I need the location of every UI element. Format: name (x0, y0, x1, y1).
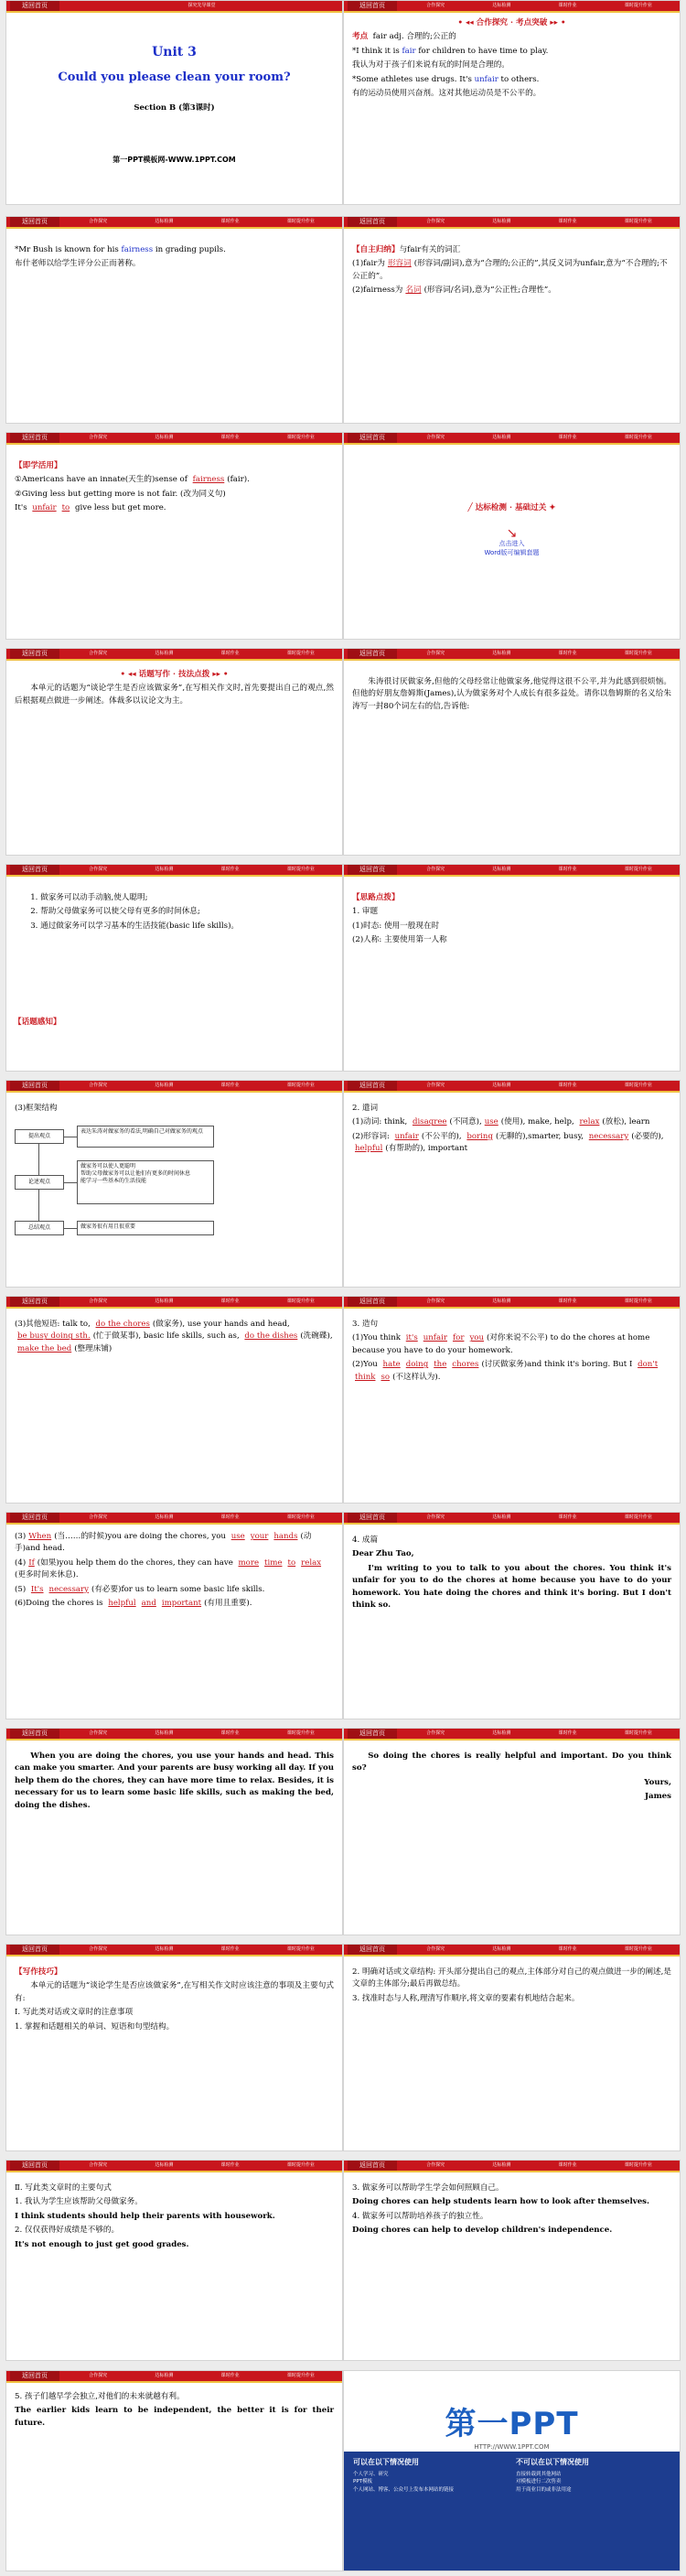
tab-explore[interactable]: 合作探究 (426, 867, 445, 872)
slide-content (352, 892, 671, 949)
tab-extra[interactable]: 课时提升作业 (286, 2162, 315, 2168)
tab-test[interactable]: 达标检测 (155, 2373, 174, 2378)
phrases-line: (3)其他短语: talk to, do the chores (做家务), use your hands and head, be busy doing sth. (忙于做某事), basic life skills, such as, do the dishes (洗碗碟), make the bed (整理床铺) (15, 1320, 333, 1353)
skills-intro: 本单元的话题为“谈论学生是否应该做家务”,在写相关作文时应该注意的事项及主要句式有: (15, 1981, 334, 2003)
tab-explore[interactable]: 合作探究 (89, 1299, 108, 1304)
allowed-column (353, 2457, 509, 2494)
tab-homework[interactable]: 课时作业 (220, 2373, 240, 2378)
arrow-icon: ↘ (506, 526, 518, 542)
nav-tabs (402, 2161, 676, 2171)
slide-5 (5, 432, 343, 640)
slide-content (352, 2183, 671, 2239)
top-nav-bar (6, 2371, 342, 2383)
framework-heading: (3)框架结构 (15, 1104, 58, 1113)
top-nav-bar (6, 1729, 342, 1741)
tab-explore[interactable]: 合作探究 (426, 2162, 445, 2168)
summary-line-1: (1)fair为 形容词 (形容词/副词),意为“合理的;公正的”,其反义词为unfair,意为“不合理的;不公正的”。 (352, 259, 668, 281)
home-button[interactable]: 返回首页 (10, 2161, 59, 2171)
forbidden-heading: 不可以在以下情况使用 (516, 2458, 589, 2466)
skills-point-3: 3. 找准时态与人称,理清写作顺序,将文章的要素有机地结合起来。 (352, 1993, 580, 2003)
tab-homework[interactable]: 课时作业 (558, 219, 577, 224)
slide-6 (343, 432, 681, 640)
letter-signature: James (644, 1792, 671, 1802)
forbidden-item: 对模板进行二次售卖 (516, 2479, 562, 2485)
slide-10 (343, 864, 681, 1072)
section-header: ╱ 达标检测 · 基础过关 ✦ (467, 503, 556, 512)
tab-extra[interactable]: 课时提升作业 (286, 651, 315, 656)
slide-content (352, 1751, 671, 1805)
home-button[interactable]: 返回首页 (348, 1297, 397, 1307)
slide-23 (5, 2370, 343, 2571)
tab-homework[interactable]: 课时作业 (220, 867, 240, 872)
tab-explore[interactable]: 合作探究 (89, 2162, 108, 2168)
tab-extra[interactable]: 课时提升作业 (286, 1083, 315, 1088)
slide-content (352, 1103, 671, 1158)
nav-tabs (65, 1513, 338, 1523)
slide-15 (5, 1512, 343, 1719)
reading-heading: 【思路点拨】 (352, 893, 400, 902)
tab-test[interactable]: 达标检测 (155, 219, 174, 224)
tab-explore[interactable]: 合作探究 (426, 1730, 445, 1736)
letter-closing: Yours, (644, 1777, 671, 1787)
practice-2: ②Giving less but getting more is not fair. (改为同义句) (15, 489, 226, 499)
nav-tabs (402, 1081, 676, 1091)
tab-extra[interactable]: 课时提升作业 (624, 867, 652, 872)
slide-content (15, 1103, 334, 1116)
tab-explore[interactable]: 合作探究 (426, 3, 445, 8)
word-link[interactable]: ↘ 点击进入 Word版可编辑套题 (352, 527, 671, 558)
tab-explore[interactable]: 合作探究 (426, 219, 445, 224)
step-1-person: (2)人称: 主要使用第一人称 (352, 935, 447, 945)
step-1-tense: (1)时态: 使用一般现在时 (352, 921, 440, 931)
tab-extra[interactable]: 课时提升作业 (286, 867, 315, 872)
tab-test[interactable]: 达标检测 (155, 1083, 174, 1088)
summary-line-2: (2)fairness为 名词 (形容词/名词),意为“公正性;合理性”。 (352, 286, 556, 296)
top-nav-bar (6, 649, 342, 661)
usage-band (344, 2452, 680, 2571)
connector (64, 1182, 77, 1183)
pattern-5-en: The earlier kids learn to be independent, the better it is for their future. (15, 2406, 334, 2428)
top-nav-bar (6, 1297, 342, 1309)
nav-tabs (402, 1513, 676, 1523)
tab-test[interactable]: 达标检测 (492, 1514, 511, 1520)
slide-content (352, 676, 671, 715)
summary-heading: 【自主归纳】与fair有关的词汇 (352, 245, 461, 254)
nav-tabs (65, 217, 338, 227)
top-nav-bar (344, 1729, 680, 1741)
tab-homework[interactable]: 课时作业 (558, 1083, 577, 1088)
slide-9 (5, 864, 343, 1072)
slide-content (352, 1967, 671, 2007)
step-4: 4. 成篇 (352, 1536, 379, 1545)
tab-homework[interactable]: 课时作业 (220, 2162, 240, 2168)
home-button[interactable]: 返回首页 (10, 217, 59, 227)
task-paragraph: 朱涛很讨厌做家务,但他的父母经常让他做家务,他觉得这很不公平,并为此感到很烦恼。但他的好朋友詹姆斯(James),认为做家务对个人成长有很多益处。请你以詹姆斯的名义给朱涛写一封80个词左右的信,告诉他: (352, 677, 671, 711)
top-nav-bar (344, 2161, 680, 2172)
top-nav-bar (344, 1513, 680, 1525)
tab-extra[interactable]: 课时提升作业 (624, 219, 652, 224)
pattern-2-cn: 2. 仅仅获得好成绩是不够的。 (15, 2226, 120, 2236)
top-nav-bar (6, 1513, 342, 1525)
tab-homework[interactable]: 课时作业 (558, 1299, 577, 1304)
tab-homework[interactable]: 课时作业 (220, 651, 240, 656)
home-button[interactable]: 返回首页 (10, 2371, 59, 2381)
top-nav-bar (6, 1945, 342, 1956)
nav-tabs (402, 1945, 676, 1955)
unit-title: Unit 3 (152, 45, 197, 59)
nav-tabs (402, 1729, 676, 1739)
pattern-3-cn: 3. 做家务可以帮助学生学会如何照顾自己。 (352, 2183, 504, 2193)
lesson-title: Could you please clean your room? (58, 70, 291, 84)
example-2: *Some athletes use drugs. It's unfair to others. (352, 74, 540, 84)
sentence-2: (2)You hate doing the chores (讨厌做家务)and think it's boring. But I don'tthink so (不这样认为). (352, 1360, 659, 1382)
example-1: *I think it is fair for children to have time to play. (352, 46, 549, 56)
tab-test[interactable]: 达标检测 (155, 867, 174, 872)
slide-content (15, 2183, 334, 2253)
example-3: *Mr Bush is known for his fairness in grading pupils. (15, 245, 226, 254)
tab-homework[interactable]: 课时作业 (558, 2162, 577, 2168)
slide-3 (5, 216, 343, 424)
nav-tabs (402, 865, 676, 875)
slide-content (15, 1967, 334, 2035)
tab-test[interactable]: 达标检测 (155, 435, 174, 440)
nav-tabs (65, 1297, 338, 1307)
top-nav-bar (344, 649, 680, 661)
top-nav-bar (6, 217, 342, 229)
letter-body-3: So doing the chores is really helpful and important. Do you think so? (352, 1751, 671, 1773)
tab-test[interactable]: 达标检测 (492, 1946, 511, 1952)
home-button[interactable]: 返回首页 (348, 2161, 397, 2171)
pattern-2-en: It's not enough to just get good grades. (15, 2239, 189, 2249)
step-1: 1. 审题 (352, 907, 379, 917)
tab-homework[interactable]: 课时作业 (220, 219, 240, 224)
tab-extra[interactable]: 课时提升作业 (624, 1730, 652, 1736)
pattern-1-en: I think students should help their parents with housework. (15, 2211, 275, 2221)
step-state-view: 提出观点 (15, 1129, 64, 1144)
letter-greeting: Dear Zhu Tao, (352, 1549, 414, 1559)
home-button[interactable]: 返回首页 (348, 433, 397, 443)
home-button[interactable]: 返回首页 (10, 1, 59, 11)
connector (38, 1190, 39, 1221)
forbidden-item: 用于商业目的或非法用途 (516, 2486, 572, 2493)
practice-heading: 【即学活用】 (15, 461, 62, 470)
slide-24 (343, 2370, 681, 2571)
tab-test[interactable]: 达标检测 (492, 651, 511, 656)
tab-explore[interactable]: 合作探究 (89, 2373, 108, 2378)
topic-perception-heading: 【话题感知】 (14, 1018, 61, 1027)
slide-content (15, 1531, 334, 1611)
tab-explore[interactable]: 合作探究 (89, 651, 108, 656)
tab-test[interactable]: 达标检测 (155, 1299, 174, 1304)
nav-tabs (65, 2161, 338, 2171)
tab-homework[interactable]: 课时作业 (558, 1946, 577, 1952)
slide-content (352, 1319, 671, 1385)
nav-tabs (65, 1945, 338, 1955)
tab-homework[interactable]: 课时作业 (220, 1083, 240, 1088)
tab-explore[interactable]: 合作探究 (89, 219, 108, 224)
slide-content (15, 244, 334, 273)
tab-test[interactable]: 达标检测 (492, 219, 511, 224)
example-2-cn: 有的运动员使用兴奋剂。这对其他运动员是不公平的。 (352, 89, 541, 99)
home-button[interactable]: 返回首页 (10, 1729, 59, 1739)
slide-8 (343, 648, 681, 856)
tab-homework[interactable]: 课时作业 (220, 1514, 240, 1520)
tab-explore[interactable]: 合作探究 (426, 1946, 445, 1952)
slide-16 (343, 1512, 681, 1719)
top-nav-bar (6, 433, 342, 445)
tab-test[interactable]: 达标检测 (155, 2162, 174, 2168)
tab-homework[interactable]: 课时作业 (558, 1514, 577, 1520)
forbidden-column (516, 2457, 671, 2494)
tab-homework[interactable]: 课时作业 (558, 435, 577, 440)
tab-extra[interactable]: 课时提升作业 (624, 1299, 652, 1304)
nav-tabs (65, 649, 338, 659)
tab-test[interactable]: 达标检测 (492, 867, 511, 872)
sentence-1: (1)You think it's unfair for you (对你来说不公平) to do the chores at home because you have to do your homework. (352, 1333, 650, 1355)
tab-explore[interactable]: 合作探究 (89, 1730, 108, 1736)
skills-heading: 【写作技巧】 (15, 1967, 62, 1977)
slide-12 (343, 1080, 681, 1288)
tab-extra[interactable]: 课时提升作业 (286, 2373, 315, 2378)
pattern-5-cn: 5. 孩子们越早学会独立,对他们的未来就越有利。 (15, 2392, 185, 2401)
tab-explore[interactable]: 合作探究 (426, 1514, 445, 1520)
slide-4 (343, 216, 681, 424)
slide-content (15, 1319, 334, 1357)
slide-content (15, 460, 334, 517)
connector (38, 1144, 39, 1175)
nav-tabs (65, 2371, 338, 2381)
slide-7 (5, 648, 343, 856)
slide-content (15, 2391, 334, 2431)
section-header: • ◂◂ 合作探究 · 考点突破 ▸▸ • (457, 18, 566, 27)
tab-extra[interactable]: 课时提升作业 (624, 1946, 652, 1952)
top-nav-bar (6, 865, 342, 877)
top-nav-bar (6, 2161, 342, 2172)
home-button[interactable]: 返回首页 (10, 1945, 59, 1955)
slide-17 (5, 1728, 343, 1935)
nav-tabs (65, 1081, 338, 1091)
nav-tabs (402, 217, 676, 227)
nav-tabs (402, 433, 676, 443)
slide-13 (5, 1296, 343, 1504)
slide-18 (343, 1728, 681, 1935)
tab-extra[interactable]: 课时提升作业 (286, 1946, 315, 1952)
tab-explore[interactable]: 合作探究 (426, 1299, 445, 1304)
intro-paragraph: 本单元的话题为“谈论学生是否应该做家务”,在写相关作文时,首先要提出自己的观点,然后根据观点做进一步阐述。体裁多以议论文为主。 (15, 684, 334, 706)
home-button[interactable]: 返回首页 (10, 865, 59, 875)
tab-test[interactable]: 达标检测 (492, 1730, 511, 1736)
step-3: 3. 造句 (352, 1320, 379, 1329)
tab-extra[interactable]: 课时提升作业 (624, 1514, 652, 1520)
tab-explore[interactable]: 合作探究 (89, 1083, 108, 1088)
nav-tabs (65, 1, 338, 11)
tab-extra[interactable]: 课时提升作业 (286, 219, 315, 224)
home-button[interactable]: 返回首页 (348, 649, 397, 659)
tab-explore[interactable]: 合作探究 (89, 867, 108, 872)
home-button[interactable]: 返回首页 (348, 1945, 397, 1955)
slide-content (15, 892, 334, 934)
home-button[interactable]: 返回首页 (10, 433, 59, 443)
nav-tabs (402, 649, 676, 659)
slide-content (15, 1751, 334, 1814)
step-conclude-view: 总结观点 (15, 1221, 64, 1235)
nav-tabs (402, 1, 676, 11)
slide-content (352, 17, 671, 102)
slide-14 (343, 1296, 681, 1504)
allowed-heading: 可以在以下情况使用 (353, 2458, 419, 2466)
step-2: 2. 遣词 (352, 1104, 379, 1113)
tab-test[interactable]: 达标检测 (155, 1946, 174, 1952)
home-button[interactable]: 返回首页 (348, 1513, 397, 1523)
top-nav-bar (6, 1, 342, 13)
tab-test[interactable]: 达标检测 (492, 2162, 511, 2168)
top-nav-bar (344, 433, 680, 445)
section-title: Section B (第3课时) (134, 103, 215, 113)
top-nav-bar (344, 217, 680, 229)
tab-homework[interactable]: 课时作业 (220, 435, 240, 440)
pattern-4-cn: 4. 做家务可以帮助培养孩子的独立性。 (352, 2211, 488, 2221)
home-button[interactable]: 返回首页 (348, 217, 397, 227)
tab-explore[interactable]: 合作探究 (89, 1946, 108, 1952)
tab-test[interactable]: 达标检测 (492, 3, 511, 8)
home-button[interactable]: 返回首页 (348, 1, 397, 11)
tab-explore[interactable]: 合作探究 (89, 435, 108, 440)
framework-diagram (15, 1122, 326, 1255)
tab-extra[interactable]: 课时提升作业 (624, 1083, 652, 1088)
skills-point-1: 1. 掌握和话题相关的单词、短语和句型结构。 (15, 2021, 175, 2032)
slide-22 (343, 2160, 681, 2361)
tab-extra[interactable]: 课时提升作业 (624, 3, 652, 8)
tab-test[interactable]: 达标检测 (155, 1730, 174, 1736)
practice-1: ①Americans have an innate(天生的)sense of fairness (fair). (15, 475, 250, 485)
allowed-item: 个人学习、研究 (353, 2472, 389, 2477)
slide-content (352, 244, 671, 299)
tab-test[interactable]: 达标检测 (492, 435, 511, 440)
tab-homework[interactable]: 课时作业 (558, 3, 577, 8)
nav-tabs (65, 433, 338, 443)
connector (64, 1228, 77, 1229)
forbidden-item: 直接转载到其他网站 (516, 2472, 562, 2477)
adjectives-line: (2)形容词: unfair (不公平的), boring (无聊的),smarter, busy, necessary (必要的), helpful (有帮助的), important (352, 1131, 664, 1154)
top-nav-bar (344, 1297, 680, 1309)
letter-body-1: I'm writing to you to talk to you about the chores. You think it's unfair for you to do the chores at home because you have to do your homework. You hate doing the chores and think it's boring. But I don't think so. (352, 1563, 671, 1611)
tab-homework[interactable]: 课时作业 (220, 1946, 240, 1952)
top-nav-bar (344, 1945, 680, 1956)
detail-view: 表达朱涛对做家务的看法,明确自己对做家务的观点 (77, 1126, 214, 1148)
tab-extra[interactable]: 课时提升作业 (286, 1730, 315, 1736)
slide-19 (5, 1944, 343, 2151)
tab-homework[interactable]: 课时作业 (558, 867, 577, 872)
home-button[interactable]: 返回首页 (10, 1513, 59, 1523)
nav-tabs (65, 865, 338, 875)
slide-content (352, 1535, 671, 1613)
step-argue-view: 论述观点 (15, 1175, 64, 1190)
sentence-4: (4) If (如果)you help them do the chores, they can have more time to relax(更多时间来休息). (15, 1557, 322, 1580)
allowed-item: 个人网站、博客、公众号上发布本网站的链接 (353, 2486, 455, 2493)
example-1-cn: 我认为对于孩子们来说有玩的时间是合理的。 (352, 60, 509, 70)
nav-tabs (65, 1729, 338, 1739)
tab-explore[interactable]: 合作探究 (89, 1514, 108, 1520)
detail-argue: 做家务可以使人更聪明 帮助父母做家务可以让他们有更多的时间休息 能学习一些基本的生活技能 (77, 1160, 214, 1204)
pattern-4-en: Doing chores can help to develop children's independence. (352, 2226, 613, 2236)
site-watermark: 第一PPT模板网-WWW.1PPT.COM (113, 156, 236, 164)
tab-homework[interactable]: 课时作业 (558, 651, 577, 656)
home-button[interactable]: 返回首页 (348, 865, 397, 875)
slide-content (352, 502, 671, 558)
pattern-3-en: Doing chores can help students learn how to look after themselves. (352, 2197, 650, 2207)
top-nav-bar (344, 1, 680, 13)
top-nav-bar (6, 1081, 342, 1093)
tab-test[interactable]: 达标检测 (155, 651, 174, 656)
sentence-5: (5) It's necessary (有必要)for us to learn some basic life skills. (15, 1584, 265, 1594)
brand-url[interactable]: HTTP://WWW.1PPT.COM (474, 2443, 550, 2451)
top-nav-bar (344, 1081, 680, 1093)
skills-section-1: Ⅰ. 写此类对话或文章时的注意事项 (15, 2008, 134, 2018)
brand-logo: 第一PPT (445, 2406, 579, 2442)
section-header: • ◂◂ 话题写作 · 技法点拨 ▸▸ • (120, 670, 229, 679)
practice-2-answer: It's unfair to give less but get more. (15, 503, 166, 513)
tab-test[interactable]: 达标检测 (492, 1083, 511, 1088)
tab-homework[interactable]: 课时作业 (220, 1299, 240, 1304)
verbs-line: (1)动词: think, disagree (不同意), use (使用), make, help, relax (放松), learn (352, 1117, 650, 1127)
tab-homework[interactable]: 课时作业 (220, 1730, 240, 1736)
slide-content (15, 669, 334, 709)
slide-20 (343, 1944, 681, 2151)
sentence-6: (6)Doing the chores is helpful and important (有用且重要). (15, 1599, 252, 1609)
slide-21 (5, 2160, 343, 2361)
skills-point-2: 2. 明确对话或文章结构: 开头部分提出自己的观点,主体部分对自己的观点做进一步的阐述,是文章的主体部分;最后再做总结。 (352, 1967, 671, 1989)
home-button[interactable]: 返回首页 (348, 1081, 397, 1091)
home-button[interactable]: 返回首页 (10, 1297, 59, 1307)
detail-conclude: 做家务很有用且很重要 (77, 1221, 214, 1235)
tab-extra[interactable]: 课时提升作业 (286, 1514, 315, 1520)
patterns-heading: Ⅱ. 写此类文章时的主要句式 (15, 2183, 112, 2193)
sentence-3: (3) When (当……的时候)you are doing the chores, you use your hands (动手)and head. (15, 1532, 312, 1554)
tab-test[interactable]: 达标检测 (155, 1514, 174, 1520)
tab-extra[interactable]: 课时提升作业 (624, 435, 652, 440)
tab-extra[interactable]: 课时提升作业 (624, 2162, 652, 2168)
tab-homework[interactable]: 课时作业 (558, 1730, 577, 1736)
allowed-item: PPT模板 (353, 2479, 372, 2485)
tab-test[interactable]: 达标检测 (492, 1299, 511, 1304)
tab-preview[interactable]: 探究先导课堂 (188, 3, 216, 8)
nav-tabs (402, 1297, 676, 1307)
tab-extra[interactable]: 课时提升作业 (286, 435, 315, 440)
pattern-1-cn: 1. 我认为学生应该帮助父母做家务。 (15, 2197, 143, 2207)
tab-extra[interactable]: 课时提升作业 (624, 651, 652, 656)
example-3-cn: 布什老师以给学生评分公正而著称。 (15, 259, 141, 269)
home-button[interactable]: 返回首页 (10, 649, 59, 659)
tab-explore[interactable]: 合作探究 (426, 435, 445, 440)
slide-2 (343, 0, 681, 205)
slide-11 (5, 1080, 343, 1288)
home-button[interactable]: 返回首页 (348, 1729, 397, 1739)
task-point-3: 3. 通过做家务可以学习基本的生活技能(basic life skills)。 (30, 921, 240, 931)
tab-explore[interactable]: 合作探究 (426, 651, 445, 656)
slide-1 (5, 0, 343, 205)
tab-explore[interactable]: 合作探究 (426, 1083, 445, 1088)
logo-area (344, 2398, 680, 2451)
tab-extra[interactable]: 课时提升作业 (286, 1299, 315, 1304)
task-point-2: 2. 帮助父母做家务可以使父母有更多的时间休息; (30, 907, 200, 917)
task-point-1: 1. 做家务可以动手动脑,使人聪明; (30, 893, 148, 902)
home-button[interactable]: 返回首页 (10, 1081, 59, 1091)
letter-body-2: When you are doing the chores, you use your hands and head. This can make you smarter. And your parents are busy working all day. If you help them do the chores, they can have more time to relax. Besides, it is necessary for us to learn some basic life skills, such as making the bed, doing the dishes. (15, 1751, 334, 1810)
top-nav-bar (344, 865, 680, 877)
keypoint-line: 考点 fair adj. 合理的;公正的 (352, 32, 456, 42)
